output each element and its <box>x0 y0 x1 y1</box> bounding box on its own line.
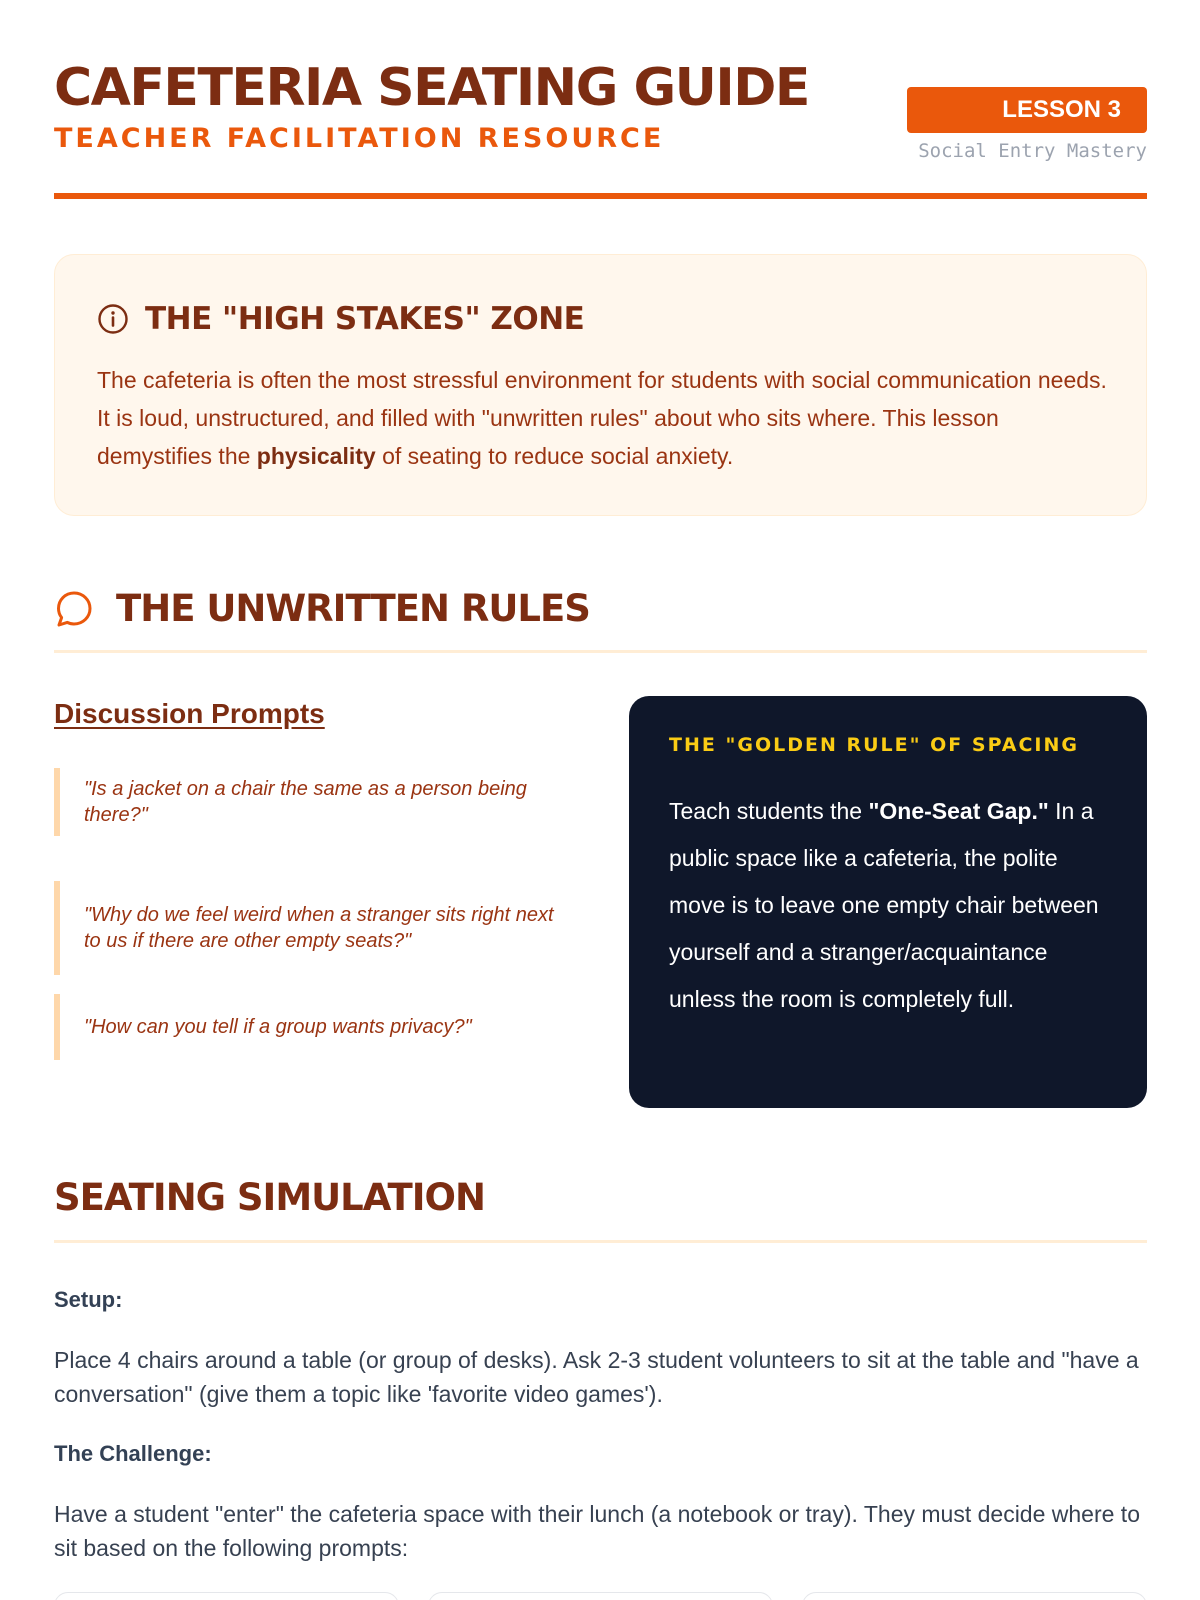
golden-rule-title: THE "GOLDEN RULE" OF SPACING <box>669 734 1079 756</box>
unwritten-rules-title: THE UNWRITTEN RULES <box>116 587 590 630</box>
discussion-prompt: "Why do we feel weird when a stranger sits right next to us if there are other empty seats?" <box>54 881 564 975</box>
header-divider <box>54 193 1147 199</box>
discussion-prompt: "How can you tell if a group wants privacy?" <box>54 994 564 1060</box>
lesson-badge: LESSON 3 <box>907 87 1147 133</box>
emphasis-physicality: physicality <box>256 443 376 469</box>
callout-body: The cafeteria is often the most stressful environment for students with social communication needs. It is loud, unstructured, and filled with "unwritten rules" about who sits where. This lesson demystifies the physicality of seating to reduce social anxiety. <box>97 367 1107 469</box>
golden-rule-body: Teach students the "One-Seat Gap." In a public space like a cafeteria, the polite move is to leave one empty chair between yourself and a stranger/acquaintance unless the room is completely full. <box>669 798 1099 1012</box>
prompt-card <box>54 1592 399 1600</box>
page-header <box>54 58 1147 162</box>
prompt-card <box>428 1592 773 1600</box>
seating-simulation-title: SEATING SIMULATION <box>54 1176 485 1219</box>
callout-title: THE "HIGH STAKES" ZONE <box>145 301 585 337</box>
prompt-card <box>802 1592 1147 1600</box>
page-title: CAFETERIA SEATING GUIDE <box>54 58 809 118</box>
section-divider <box>54 650 1147 653</box>
emphasis-one-seat-gap: "One-Seat Gap." <box>868 798 1049 824</box>
discussion-prompts-title: Discussion Prompts <box>54 698 325 729</box>
setup-label: Setup: <box>54 1287 123 1312</box>
challenge-text: Have a student "enter" the cafeteria space with their lunch (a notebook or tray). They must decide where to sit based on the following prompts: <box>54 1501 1140 1561</box>
high-stakes-callout <box>54 254 1147 516</box>
unwritten-rules-heading <box>54 587 590 630</box>
setup-text: Place 4 chairs around a table (or group of desks). Ask 2-3 student volunteers to sit at the table and "have a conversation" (give them a topic like 'favorite video games'). <box>54 1347 1139 1407</box>
lesson-subtitle: Social Entry Mastery <box>918 140 1147 162</box>
seating-simulation-heading <box>54 1176 485 1219</box>
golden-rule-card <box>629 696 1147 1108</box>
callout-header <box>97 301 584 337</box>
page-subtitle: TEACHER FACILITATION RESOURCE <box>54 123 665 154</box>
info-icon <box>97 303 129 335</box>
challenge-label: The Challenge: <box>54 1441 212 1466</box>
chat-bubble-icon <box>54 589 94 629</box>
section-divider <box>54 1240 1147 1243</box>
discussion-prompt: "Is a jacket on a chair the same as a person being there?" <box>54 768 564 836</box>
